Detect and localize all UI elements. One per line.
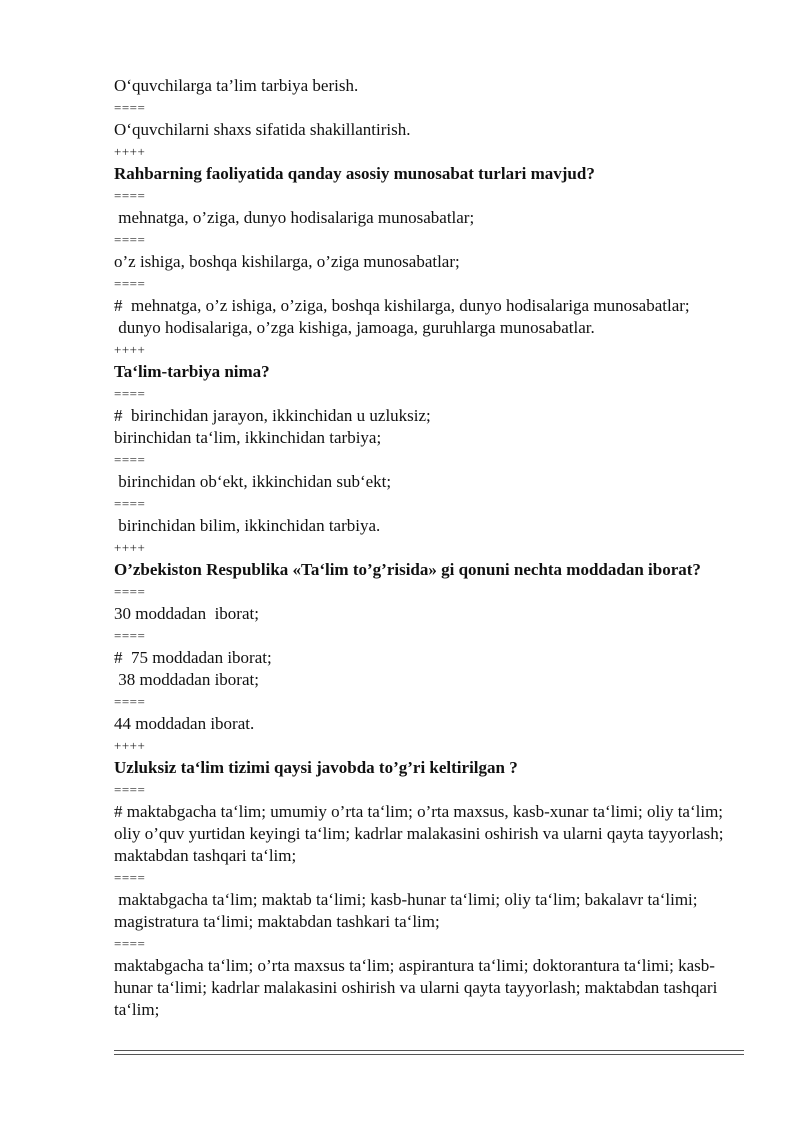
text-line: 44 moddadan iborat. xyxy=(114,714,255,733)
separator-line: ==== xyxy=(114,188,146,203)
text-line: # 75 moddadan iborat; xyxy=(114,648,272,667)
question-heading: Ta‘lim-tarbiya nima? xyxy=(114,362,270,381)
separator-line: ==== xyxy=(114,694,146,709)
document-body xyxy=(114,75,744,1021)
text-line: O‘quvchilarni shaxs sifatida shakillantirish. xyxy=(114,120,411,139)
separator-line: ==== xyxy=(114,870,146,885)
separator-line: ==== xyxy=(114,782,146,797)
question-heading: O’zbekiston Respublika «Ta‘lim to’g’risida» gi qonuni nechta moddadan iborat? xyxy=(114,560,701,579)
separator-line: ++++ xyxy=(114,342,146,357)
separator-line: ++++ xyxy=(114,540,146,555)
text-line: 30 moddadan iborat; xyxy=(114,604,259,623)
separator-line: ==== xyxy=(114,232,146,247)
separator-line: ==== xyxy=(114,386,146,401)
separator-line: ==== xyxy=(114,496,146,511)
bottom-double-rule xyxy=(114,1050,744,1055)
separator-line: ==== xyxy=(114,100,146,115)
separator-line: ==== xyxy=(114,936,146,951)
text-line: # mehnatga, o’z ishiga, o’ziga, boshqa kishilarga, dunyo hodisalariga munosabatlar; xyxy=(114,296,690,315)
text-line: O‘quvchilarga ta’lim tarbiya berish. xyxy=(114,76,359,95)
text-line: birinchidan ta‘lim, ikkinchidan tarbiya; xyxy=(114,428,382,447)
text-line: maktabgacha ta‘lim; maktab ta‘limi; kasb-hunar ta‘limi; oliy ta‘lim; bakalavr ta‘limi; magistratura ta‘limi; maktabdan tashkari ta‘lim; xyxy=(114,890,702,931)
separator-line: ==== xyxy=(114,276,146,291)
text-line: birinchidan bilim, ikkinchidan tarbiya. xyxy=(114,516,381,535)
separator-line: ++++ xyxy=(114,738,146,753)
text-line: maktabgacha ta‘lim; o’rta maxsus ta‘lim; aspirantura ta‘limi; doktorantura ta‘limi; kasb-hunar ta‘limi; kadrlar malakasini oshirish va ularni qayta tayyorlash; maktabdan tashqari ta‘lim; xyxy=(114,956,722,1019)
separator-line: ==== xyxy=(114,452,146,467)
text-line: dunyo hodisalariga, o’zga kishiga, jamoaga, guruhlarga munosabatlar. xyxy=(114,318,595,337)
separator-line: ==== xyxy=(114,584,146,599)
text-line: mehnatga, o’ziga, dunyo hodisalariga munosabatlar; xyxy=(114,208,475,227)
text-line: # maktabgacha ta‘lim; umumiy o’rta ta‘lim; o’rta maxsus, kasb-xunar ta‘limi; oliy ta‘lim; oliy o’quv yurtidan keyingi ta‘lim; kadrlar malakasini oshirish va ularni qayta tayyorlash; maktabdan tashqari ta‘lim; xyxy=(114,802,728,865)
question-heading: Rahbarning faoliyatida qanday asosiy munosabat turlari mavjud? xyxy=(114,164,595,183)
text-line: birinchidan ob‘ekt, ikkinchidan sub‘ekt; xyxy=(114,472,392,491)
text-line: 38 moddadan iborat; xyxy=(114,670,259,689)
text-line: o’z ishiga, boshqa kishilarga, o’ziga munosabatlar; xyxy=(114,252,460,271)
separator-line: ++++ xyxy=(114,144,146,159)
question-heading: Uzluksiz ta‘lim tizimi qaysi javobda to’g’ri keltirilgan ? xyxy=(114,758,518,777)
text-line: # birinchidan jarayon, ikkinchidan u uzluksiz; xyxy=(114,406,431,425)
separator-line: ==== xyxy=(114,628,146,643)
